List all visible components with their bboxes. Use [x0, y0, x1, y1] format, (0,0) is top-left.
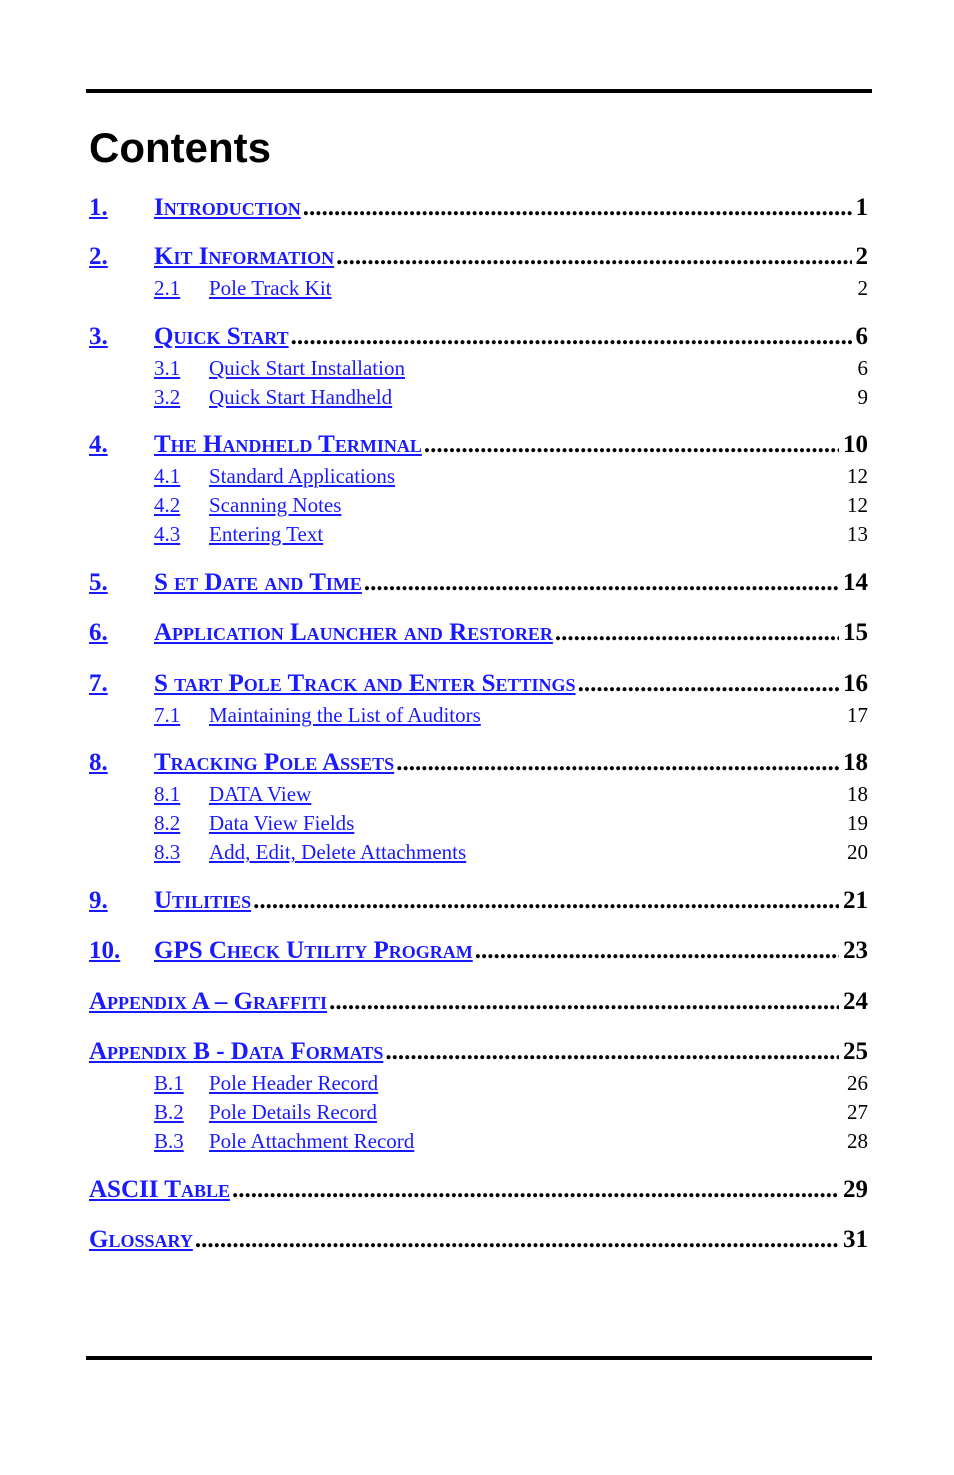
toc-entry-label[interactable]: S tart Pole Track and Enter Settings [154, 670, 576, 697]
toc-entry-start-pole-track[interactable] [0, 669, 954, 699]
toc-entry-application-launcher[interactable] [0, 618, 954, 648]
toc-subentry-label[interactable]: Data View Fields [209, 811, 355, 835]
toc-entry-ascii-table[interactable] [0, 1175, 954, 1205]
toc-entry-gps-check[interactable] [0, 936, 954, 966]
toc-subentry-number[interactable]: 4.3 [154, 522, 181, 546]
toc-subentry-page: 12 [847, 493, 868, 517]
toc-entry-label[interactable]: Glossary [89, 1226, 193, 1253]
toc-entry-number[interactable]: 3. [89, 323, 108, 350]
leader-dots [576, 669, 839, 699]
toc-subentry-label[interactable]: Pole Attachment Record [209, 1129, 415, 1153]
leader-dots [230, 1175, 839, 1205]
toc-entry-page: 15 [843, 619, 868, 646]
toc-entry-tracking-pole-assets[interactable] [0, 748, 954, 778]
toc-entry-label[interactable]: Utilities [154, 887, 252, 914]
toc-entry-utilities[interactable] [0, 886, 954, 916]
toc-subentry-page: 20 [847, 840, 868, 864]
toc-subentry-label[interactable]: Scanning Notes [209, 493, 342, 517]
toc-subentry-page: 2 [857, 276, 868, 300]
toc-entry-page: 10 [843, 431, 868, 458]
toc-subentry-scanning-notes[interactable] [0, 492, 954, 518]
toc-entry-page: 18 [843, 749, 868, 776]
toc-subentry-page: 28 [847, 1129, 868, 1153]
toc-subentry-quick-start-handheld[interactable] [0, 384, 954, 410]
toc-entry-label[interactable]: ASCII Table [89, 1176, 230, 1203]
toc-entry-label[interactable]: Tracking Pole Assets [154, 749, 395, 776]
toc-subentry-number[interactable]: 2.1 [154, 276, 181, 300]
toc-subentry-standard-applications[interactable] [0, 463, 954, 489]
toc-entry-number[interactable]: 4. [89, 431, 108, 458]
toc-entry-label[interactable]: Quick Start [154, 323, 289, 350]
toc-subentry-number[interactable]: 7.1 [154, 703, 181, 727]
toc-subentry-number[interactable]: 8.2 [154, 811, 181, 835]
toc-entry-page: 16 [843, 670, 868, 697]
leader-dots [362, 568, 839, 598]
toc-entry-label[interactable]: Appendix B - Data Formats [89, 1038, 384, 1065]
page-title: Contents [89, 124, 271, 171]
toc-entry-page: 2 [855, 243, 868, 270]
toc-entry-page: 23 [843, 937, 868, 964]
toc-entry-set-date-time[interactable] [0, 568, 954, 598]
leader-dots [327, 987, 839, 1017]
toc-entry-handheld-terminal[interactable] [0, 430, 954, 460]
toc-subentry-page: 17 [847, 703, 868, 727]
toc-subentry-number[interactable]: 8.3 [154, 840, 181, 864]
toc-subentry-page: 18 [847, 782, 868, 806]
toc-entry-label[interactable]: Kit Information [154, 243, 335, 270]
toc-subentry-attachments[interactable] [0, 839, 954, 865]
toc-entry-label[interactable]: Appendix A – Graffiti [89, 988, 328, 1015]
toc-entry-quick-start[interactable] [0, 322, 954, 352]
toc-subentry-page: 6 [857, 356, 868, 380]
toc-subentry-label[interactable]: Pole Header Record [209, 1071, 379, 1095]
toc-entry-page: 21 [843, 887, 868, 914]
toc-subentry-label[interactable]: Entering Text [209, 522, 324, 546]
toc-subentry-data-view-fields[interactable] [0, 810, 954, 836]
toc-subentry-label[interactable]: Quick Start Handheld [209, 385, 393, 409]
leader-dots [193, 1225, 839, 1255]
toc-subentry-number[interactable]: 4.1 [154, 464, 181, 488]
toc-subentry-pole-details-record[interactable] [0, 1099, 954, 1125]
toc-subentry-label[interactable]: Maintaining the List of Auditors [209, 703, 481, 727]
toc-subentry-page: 19 [847, 811, 868, 835]
toc-entry-number[interactable]: 5. [89, 569, 108, 596]
bottom-rule [86, 1356, 872, 1360]
toc-subentry-number[interactable]: B.1 [154, 1071, 184, 1095]
leader-dots [251, 886, 839, 916]
toc-subentry-page: 13 [847, 522, 868, 546]
toc-entry-number[interactable]: 9. [89, 887, 108, 914]
leader-dots [301, 193, 852, 223]
toc-subentry-label[interactable]: Quick Start Installation [209, 356, 405, 380]
leader-dots [289, 322, 852, 352]
toc-entry-page: 14 [843, 569, 868, 596]
toc-subentry-maintaining-auditors[interactable] [0, 702, 954, 728]
toc-subentry-number[interactable]: 4.2 [154, 493, 181, 517]
leader-dots [553, 618, 839, 648]
toc-subentry-quick-start-installation[interactable] [0, 355, 954, 381]
toc-subentry-number[interactable]: B.3 [154, 1129, 184, 1153]
toc-subentry-page: 12 [847, 464, 868, 488]
toc-entry-label[interactable]: Application Launcher and Restorer [154, 619, 553, 646]
toc-subentry-pole-attachment-record[interactable] [0, 1128, 954, 1154]
toc-entry-appendix-b[interactable] [0, 1037, 954, 1067]
leader-dots [334, 242, 851, 272]
toc-entry-number[interactable]: 2. [89, 243, 108, 270]
toc-subentry-label[interactable]: DATA View [209, 782, 312, 806]
toc-entry-label[interactable]: Introduction [154, 194, 301, 221]
leader-dots [473, 936, 839, 966]
toc-subentry-page: 26 [847, 1071, 868, 1095]
toc-entry-page: 31 [843, 1226, 868, 1253]
toc-subentry-pole-header-record[interactable] [0, 1070, 954, 1096]
toc-entry-introduction[interactable] [0, 193, 954, 223]
leader-dots [422, 430, 839, 460]
toc-subentry-data-view[interactable] [0, 781, 954, 807]
toc-entry-label[interactable]: S et Date and Time [154, 569, 362, 596]
toc-entry-number[interactable]: 1. [89, 194, 108, 221]
leader-dots [383, 1037, 839, 1067]
toc-entry-number[interactable]: 10. [89, 937, 121, 964]
toc-entry-number[interactable]: 7. [89, 670, 108, 697]
toc-entry-page: 29 [843, 1176, 868, 1203]
toc-subentry-label[interactable]: Pole Track Kit [209, 276, 332, 300]
toc-subentry-page: 9 [857, 385, 868, 409]
toc-subentry-number[interactable]: 3.1 [154, 356, 181, 380]
toc-subentry-entering-text[interactable] [0, 521, 954, 547]
toc-entry-appendix-a[interactable] [0, 987, 954, 1017]
toc-entry-label[interactable]: The Handheld Terminal [154, 431, 422, 458]
toc-subentry-page: 27 [847, 1100, 868, 1124]
toc-entry-page: 1 [855, 194, 868, 221]
toc-entry-label[interactable]: GPS Check Utility Program [154, 937, 473, 964]
toc-subentry-label[interactable]: Add, Edit, Delete Attachments [209, 840, 467, 864]
toc-subentry-label[interactable]: Pole Details Record [209, 1100, 377, 1124]
leader-dots [394, 748, 839, 778]
toc-entry-page: 6 [855, 323, 868, 350]
toc-subentry-number[interactable]: 3.2 [154, 385, 181, 409]
toc-subentry-pole-track-kit[interactable] [0, 275, 954, 301]
toc-entry-number[interactable]: 8. [89, 749, 108, 776]
toc-subentry-number[interactable]: 8.1 [154, 782, 181, 806]
toc-subentry-label[interactable]: Standard Applications [209, 464, 396, 488]
toc-subentry-number[interactable]: B.2 [154, 1100, 184, 1124]
toc-entry-number[interactable]: 6. [89, 619, 108, 646]
toc-entry-glossary[interactable] [0, 1225, 954, 1255]
toc-entry-page: 24 [843, 988, 868, 1015]
toc-entry-page: 25 [843, 1038, 868, 1065]
toc-entry-kit-information[interactable] [0, 242, 954, 272]
